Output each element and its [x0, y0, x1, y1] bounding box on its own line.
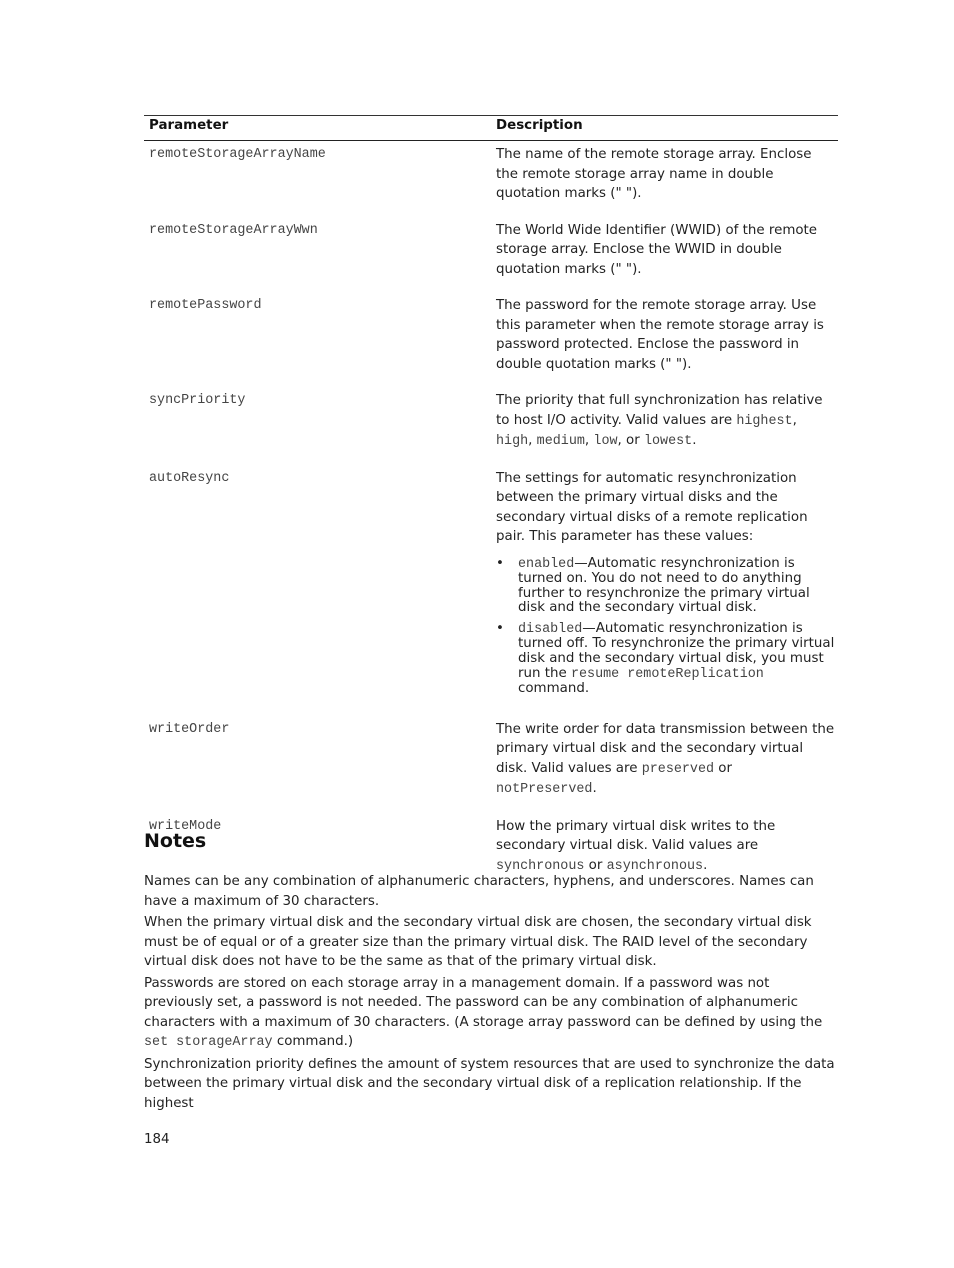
param-name: syncPriority [149, 393, 246, 408]
value-code: synchronous [496, 858, 585, 874]
param-name: remoteStorageArrayWwn [149, 222, 318, 238]
notes-body [144, 872, 838, 1115]
param-description: The password for the remote storage array. Use this parameter when the remote storage array is password protected. Enclose the password in double quotation marks (" "). [496, 298, 824, 372]
desc-text: How the primary virtual disk writes to the secondary virtual disk. Valid values are [496, 818, 776, 854]
param-name: remotePassword [149, 298, 262, 313]
table-row [144, 292, 838, 387]
table-row [144, 716, 838, 813]
bullet-text: —Automatic resynchronization is turned off. To resynchronize the primary virtual disk and the secondary virtual disk, you must run the [518, 620, 835, 681]
value-code: notPreserved [496, 782, 593, 798]
list-item [496, 555, 836, 616]
value-code: asynchronous [606, 858, 704, 874]
value-code: preserved [641, 761, 715, 777]
param-description [491, 387, 838, 465]
param-name: writeMode [149, 818, 222, 834]
param-description: The World Wide Identifier (WWID) of the remote storage array. Enclose the WWID in double quotation marks (" "). [496, 222, 818, 277]
values-list [496, 557, 836, 697]
desc-text: The write order for data transmission between the primary virtual disk and the secondary virtual disk. Valid values are [496, 721, 835, 776]
header-description: Description [491, 116, 838, 141]
notes-paragraph: When the primary virtual disk and the secondary virtual disk are chosen, the secondary virtual disk must be of equal or of a greater size than the primary virtual disk. The RAID level of the secondary virtual disk does not have to be the same as that of the primary virtual disk. [144, 915, 812, 969]
separator: or [584, 857, 607, 873]
table-row [144, 465, 838, 716]
bullet-icon: • [496, 555, 504, 571]
header-parameter: Parameter [144, 116, 491, 141]
value-code: enabled [518, 556, 575, 572]
desc-text: The priority that full synchronization has relative to host I/O activity. Valid values are [496, 393, 823, 428]
command-code: resume remoteReplication [570, 666, 764, 682]
separator: . [692, 433, 697, 448]
value-code: high [496, 434, 529, 449]
list-item [496, 620, 836, 697]
notes-paragraph: Synchronization priority defines the amount of system resources that are used to synchronize the data between the primary virtual disk and the secondary virtual disk of a replication relationship. If the highest [144, 1056, 835, 1111]
paragraph-text: command.) [272, 1034, 354, 1049]
bullet-icon: • [496, 620, 504, 636]
param-description: The name of the remote storage array. Enclose the remote storage array name in double quotation marks (" "). [496, 147, 812, 201]
notes-paragraph: Names can be any combination of alphanumeric characters, hyphens, and underscores. Names can have a maximum of 30 characters. [144, 874, 814, 909]
separator: , [792, 412, 797, 428]
desc-text: The settings for automatic resynchronization between the primary virtual disks and the secondary virtual disks of a remote replication pair. This parameter has these values: [496, 470, 808, 544]
value-code: medium [536, 434, 585, 449]
table-row [144, 387, 838, 465]
separator: . [592, 781, 597, 797]
separator: , [584, 433, 594, 448]
value-code: highest [736, 413, 793, 429]
separator: . [703, 857, 708, 873]
separator: or [714, 760, 733, 776]
separator: , or [617, 433, 644, 448]
notes-paragraph [144, 974, 838, 1053]
param-name: writeOrder [149, 721, 230, 737]
page-number: 184 [144, 1132, 170, 1147]
separator: , [528, 433, 537, 448]
table-row [144, 217, 838, 293]
value-code: low [593, 434, 618, 449]
param-description [491, 465, 838, 716]
table-row [144, 141, 838, 217]
command-code: set storageArray [144, 1035, 273, 1050]
param-name: autoResync [149, 470, 230, 486]
parameter-table [144, 115, 838, 889]
param-description [491, 716, 838, 813]
paragraph-text: Passwords are stored on each storage array in a management domain. If a password was not previously set, a password is not needed. The password can be any combination of alphanumeric characters with a maximum of 30 characters. (A storage array password can be defined by using the [144, 975, 823, 1030]
value-code: disabled [518, 621, 583, 637]
notes-heading: Notes [144, 830, 207, 852]
bullet-text: command. [518, 681, 590, 697]
param-name: remoteStorageArrayName [149, 147, 326, 162]
parameter-table-container [144, 115, 838, 889]
value-code: lowest [643, 434, 693, 449]
table-header-row [144, 116, 838, 141]
bullet-text: —Automatic resynchronization is turned on. You do not need to do anything further to resynchronize the primary virtual disk and the secondary virtual disk. [518, 555, 810, 616]
